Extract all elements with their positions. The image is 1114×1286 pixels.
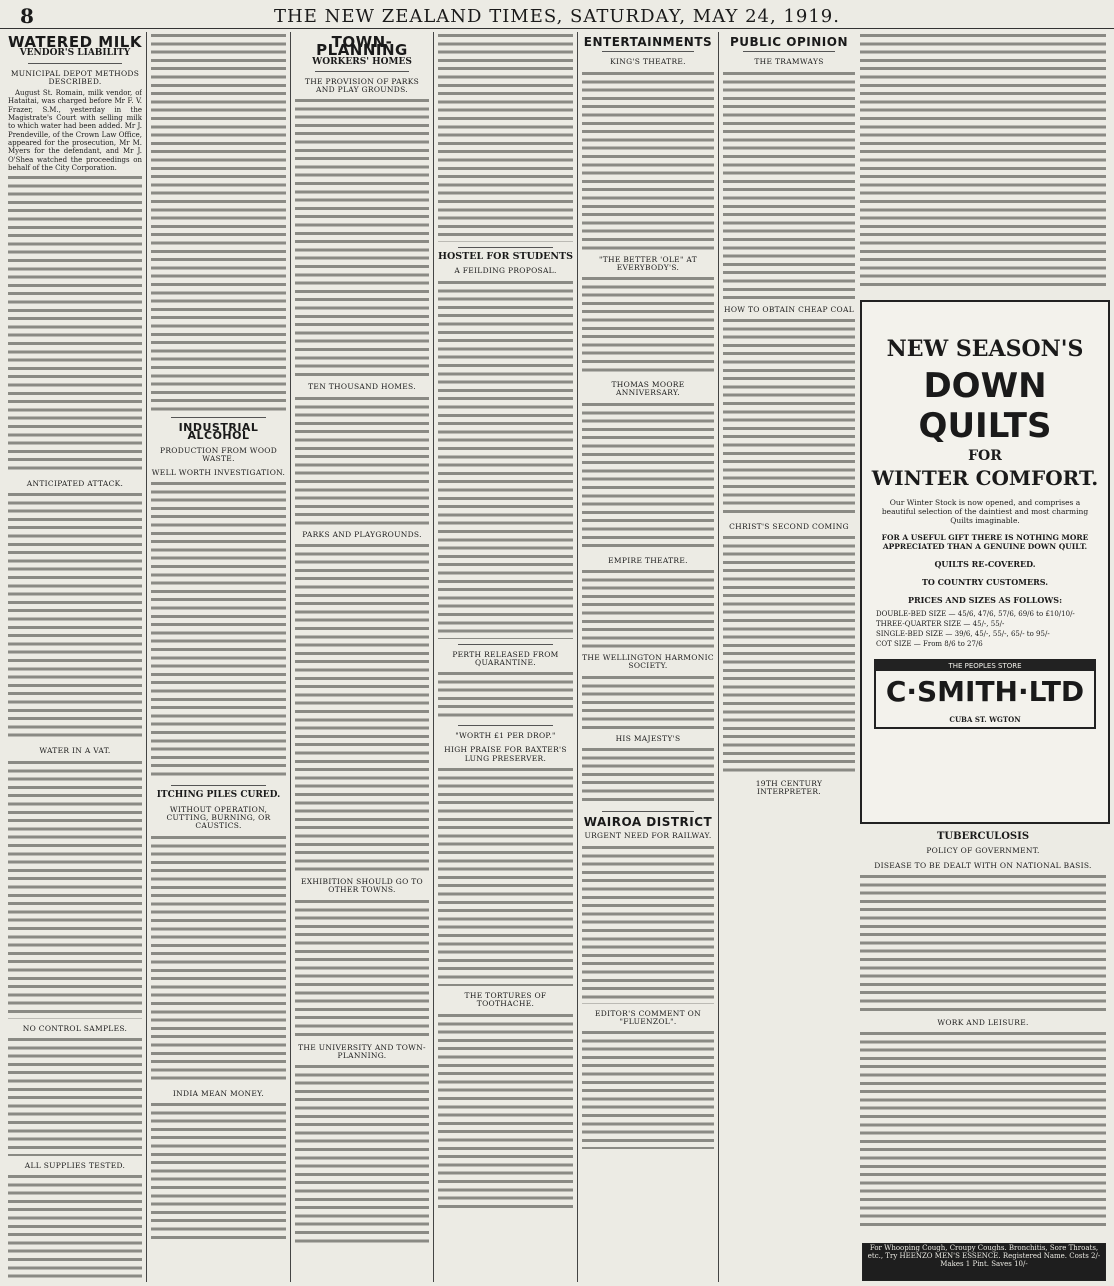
article-kicker: POLICY OF GOVERNMENT. — [926, 846, 1040, 856]
section-subhead: THE TORTURES OF TOOTHACHE. — [464, 991, 547, 1009]
article-heading: PUBLIC OPINION — [730, 35, 848, 49]
ad-subhead: QUILTS RE-COVERED. — [934, 559, 1036, 569]
body-text-block — [723, 317, 855, 517]
body-text-block — [582, 1029, 714, 1149]
price-value: 45/-, 55/- — [972, 620, 1005, 628]
down-quilts-advertisement — [860, 300, 1110, 824]
section-subhead: THE WELLINGTON HARMONIC SOCIETY. — [582, 653, 714, 671]
article-kicker: MUNICIPAL DEPOT METHODS DESCRIBED. — [10, 68, 140, 86]
section-subhead: THE UNIVERSITY AND TOWN-PLANNING. — [298, 1042, 426, 1060]
divider — [458, 247, 553, 248]
price-label: THREE-QUARTER SIZE — [876, 620, 962, 628]
ad-subhead: PRICES AND SIZES AS FOLLOWS: — [907, 595, 1063, 605]
article-heading: ENTERTAINMENTS — [583, 35, 713, 49]
section-subhead: NO CONTROL SAMPLES. — [22, 1023, 128, 1033]
section-subhead: DISEASE TO BE DEALT WITH ON NATIONAL BASIS. — [874, 860, 1092, 870]
ad-text: Our Winter Stock is now opened, and comprises a beautiful selection of the daintiest and most charming Quilts imaginable. — [881, 498, 1089, 525]
section-subhead: HOW TO OBTAIN CHEAP COAL — [724, 304, 854, 314]
ad-text: FOR A USEFUL GIFT THERE IS NOTHING MORE APPRECIATED THAN A GENUINE DOWN QUILT. — [881, 533, 1089, 551]
column-entertainments — [582, 32, 714, 1282]
price-value: 39/6, 45/-, 55/-, 65/- to 95/- — [954, 630, 1050, 638]
section-subhead: THE TRAMWAYS — [754, 57, 824, 67]
divider — [171, 785, 266, 786]
divider — [743, 51, 835, 52]
body-text-block — [582, 746, 714, 806]
section-subhead: URGENT NEED FOR RAILWAY. — [584, 831, 712, 841]
price-label: COT SIZE — [876, 640, 912, 648]
body-text-block — [723, 70, 855, 300]
column-industrial-alcohol — [151, 32, 286, 1282]
body-text-block — [295, 542, 429, 872]
body-text-block — [438, 1012, 573, 1212]
page-number: 8 — [20, 4, 34, 28]
body-text-block — [582, 275, 714, 375]
section-subhead: HIS MAJESTY'S — [615, 733, 681, 743]
article-heading: ITCHING PILES CURED. — [156, 790, 281, 801]
newspaper-title: THE NEW ZEALAND TIMES, SATURDAY, MAY 24, 1919. — [274, 6, 840, 27]
column-letters-right — [860, 32, 1106, 292]
body-text-block — [860, 1030, 1106, 1230]
body-text-block — [860, 873, 1106, 1013]
body-text-block — [582, 674, 714, 729]
store-logo — [874, 659, 1096, 729]
article-heading: WATERED MILK — [8, 33, 142, 51]
logo-name: C·SMITH·LTD — [885, 675, 1085, 708]
ad-headline: WINTER COMFORT. — [871, 466, 1099, 490]
column-hostel-for-students — [438, 32, 573, 1282]
column-rule — [290, 32, 291, 1282]
column-rule — [718, 32, 719, 1282]
body-text-block — [582, 401, 714, 551]
article-subheading: VENDOR'S LIABILITY — [19, 48, 131, 59]
article-heading: TOWN-PLANNING — [316, 33, 408, 60]
divider — [315, 71, 409, 72]
column-rule — [577, 32, 578, 1282]
ad-headline: FOR — [968, 448, 1002, 464]
section-subhead: INDIA MEAN MONEY. — [172, 1088, 265, 1098]
price-row: THREE-QUARTER SIZE — 45/-, 55/- — [876, 620, 1005, 628]
body-text-block — [8, 1036, 142, 1156]
body-text-block — [582, 568, 714, 648]
section-subhead: CHRIST'S SECOND COMING — [729, 521, 849, 531]
divider — [602, 51, 694, 52]
heenzo-advertisement: For Whooping Cough, Croupy Coughs. Bronchitis, Sore Throats, etc., Try HEENZO MEN'S ESSENCE. Registered Name. Costs 2/- Makes 1 Pint. Saves 10/- — [862, 1243, 1106, 1281]
logo-strip: THE PEOPLES STORE — [876, 661, 1094, 671]
body-text-block — [295, 1063, 429, 1243]
column-tuberculosis — [860, 830, 1106, 1240]
section-subhead: PARKS AND PLAYGROUNDS. — [302, 529, 422, 539]
section-subhead: "THE BETTER 'OLE" AT EVERYBODY'S. — [599, 254, 697, 272]
article-subheading: WORKERS' HOMES — [312, 56, 412, 67]
price-label: DOUBLE-BED SIZE — [876, 610, 947, 618]
body-text-block — [151, 1101, 286, 1241]
price-row: DOUBLE-BED SIZE — 45/6, 47/6, 57/6, 69/6 to £10/10/- — [876, 610, 1075, 618]
column-watered-milk — [8, 32, 142, 1282]
price-list — [862, 609, 1108, 649]
article-kicker: A FEILDING PROPOSAL. — [454, 266, 557, 276]
ad-headline: NEW SEASON'S — [886, 336, 1084, 362]
column-rule — [146, 32, 147, 1282]
article-paragraph: August St. Romain, milk vendor, of Hataitai, was charged before Mr F. V. Frazer, S.M., yesterday in the Magistrate's Court with selling milk to which water had been added. Mr J. Prendeville, of the Crown Law Office, appeared for the prosecution, Mr M. Myers for the defendant, and Mr J. O'Shea watched the proceedings on behalf of the City Corporation. — [8, 89, 142, 172]
body-text-block — [8, 1173, 142, 1282]
body-text-block — [723, 534, 855, 774]
article-kicker: PRODUCTION FROM WOOD WASTE. — [159, 445, 278, 463]
body-text-block — [582, 844, 714, 1004]
article-kicker: HIGH PRAISE FOR BAXTER'S LUNG PRESERVER. — [444, 745, 567, 763]
divider — [602, 811, 694, 812]
body-text-block — [8, 174, 142, 474]
section-subhead: WORK AND LEISURE. — [937, 1017, 1029, 1027]
body-text-block — [151, 480, 286, 780]
section-subhead: ALL SUPPLIES TESTED. — [24, 1161, 126, 1171]
price-value: From 8/6 to 27/6 — [922, 640, 983, 648]
ad-headline: DOWN QUILTS — [918, 366, 1052, 446]
section-subhead: EDITOR'S COMMENT ON "FLUENZOL". — [595, 1008, 701, 1026]
body-text-block — [8, 491, 142, 741]
article-heading: HOSTEL FOR STUDENTS — [438, 251, 573, 262]
divider — [171, 417, 266, 418]
ad-subhead: TO COUNTRY CUSTOMERS. — [921, 577, 1049, 587]
body-text-block — [295, 97, 429, 377]
body-text-block — [151, 32, 286, 412]
body-text-block — [438, 766, 573, 986]
price-row: COT SIZE — From 8/6 to 27/6 — [876, 640, 983, 648]
article-heading: WAIROA DISTRICT — [583, 814, 713, 829]
article-kicker: THE PROVISION OF PARKS AND PLAY GROUNDS. — [304, 76, 420, 95]
body-text-block — [438, 32, 573, 242]
logo-address: CUBA ST. WGTON — [949, 715, 1021, 724]
price-row: SINGLE-BED SIZE — 39/6, 45/-, 55/-, 65/- to 95/- — [876, 630, 1050, 638]
article-kicker: WITHOUT OPERATION, CUTTING, BURNING, OR CAUSTICS. — [166, 804, 271, 831]
price-value: 45/6, 47/6, 57/6, 69/6 to £10/10/- — [957, 610, 1075, 618]
body-text-block — [151, 834, 286, 1084]
body-text-block — [860, 32, 1106, 287]
section-subhead: EMPIRE THEATRE. — [608, 555, 688, 565]
section-subhead: WATER IN A VAT. — [39, 746, 111, 756]
column-public-opinion — [723, 32, 855, 827]
divider — [28, 63, 122, 64]
body-text-block — [295, 395, 429, 525]
section-subhead: WELL WORTH INVESTIGATION. — [151, 468, 286, 478]
divider — [458, 644, 553, 645]
section-subhead: THOMAS MOORE ANNIVERSARY. — [611, 380, 685, 398]
article-heading: TUBERCULOSIS — [936, 831, 1030, 842]
section-subhead: ANTICIPATED ATTACK. — [26, 479, 124, 489]
article-heading: INDUSTRIAL ALCOHOL — [178, 421, 259, 443]
price-label: SINGLE-BED SIZE — [876, 630, 944, 638]
section-subhead: "WORTH £1 PER DROP." — [455, 731, 556, 741]
section-subhead: EXHIBITION SHOULD GO TO OTHER TOWNS. — [301, 877, 423, 895]
column-rule — [433, 32, 434, 1282]
section-subhead: TEN THOUSAND HOMES. — [308, 382, 416, 392]
column-town-planning — [295, 32, 429, 1282]
body-text-block — [438, 670, 573, 720]
body-text-block — [8, 759, 142, 1019]
section-subhead: PERTH RELEASED FROM QUARANTINE. — [452, 649, 559, 667]
body-text-block — [295, 898, 429, 1038]
body-text-block — [582, 70, 714, 250]
divider — [458, 725, 553, 726]
body-text-block — [438, 279, 573, 639]
section-subhead: KING'S THEATRE. — [610, 57, 686, 67]
section-subhead: 19TH CENTURY INTERPRETER. — [755, 779, 823, 797]
masthead — [0, 0, 1114, 29]
